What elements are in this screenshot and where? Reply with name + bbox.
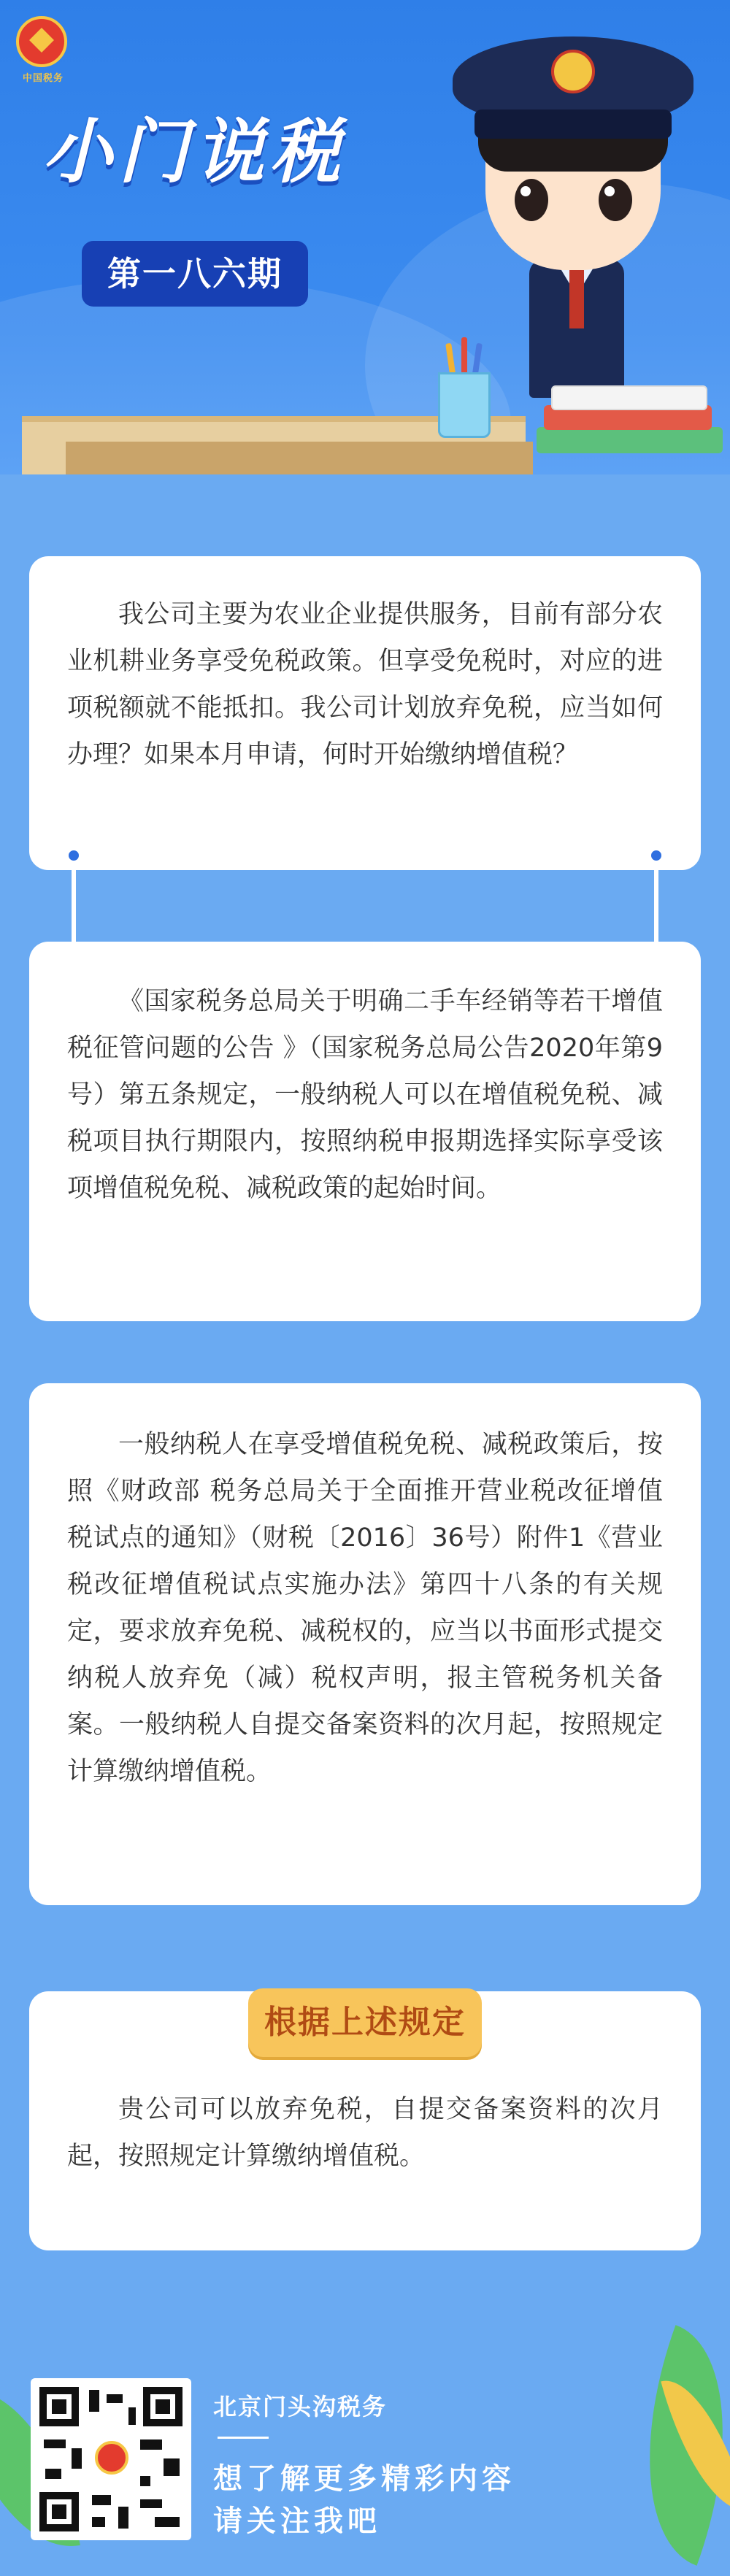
conclusion-tag: 根据上述规定 <box>248 1988 482 2057</box>
page-title: 小门说税 <box>42 111 346 193</box>
question-card <box>29 556 701 870</box>
account-name: 北京门头沟税务 <box>213 2393 388 2421</box>
qr-center-logo-icon <box>95 2441 128 2475</box>
issue-badge: 第一八六期 <box>82 241 308 307</box>
officer-cap-band <box>474 109 672 139</box>
footer-divider <box>218 2437 269 2439</box>
officer-eye <box>515 179 548 221</box>
footer-line-1: 想了解更多精彩内容 <box>213 2462 515 2496</box>
header-banner <box>0 0 730 474</box>
tax-emblem-icon <box>16 16 67 67</box>
conclusion-text: 贵公司可以放弃免税，自提交备案资料的次月起，按照规定计算缴纳增值税。 <box>67 2095 663 2171</box>
emblem-caption: 中国税务 <box>22 73 64 84</box>
desk-front <box>66 442 533 474</box>
answer2-text: 一般纳税人在享受增值税免税、减税政策后，按照《财政部 税务总局关于全面推开营业税改征增值税试点的通知》（财税〔2016〕36号）附件1《营业税改征增值税试点实施办法》第四十八条的有关规定，要求放弃免税、减税权的，应当以书面形式提交纳税人放弃免（减）税权声明，报主管税务机关备案。一般纳税人自提交备案资料的次月起，按照规定计算缴纳增值税。 <box>67 1430 663 1786</box>
answer-card-2 <box>29 1383 701 1905</box>
pen-cup-icon <box>438 372 491 438</box>
officer-eye <box>599 179 632 221</box>
book-icon <box>537 427 723 453</box>
qr-code[interactable] <box>31 2378 191 2540</box>
officer-tie <box>569 270 584 328</box>
cap-badge-icon <box>551 50 595 93</box>
question-text: 我公司主要为农业企业提供服务，目前有部分农业机耕业务享受免税政策。但享受免税时，对应的进项税额就不能抵扣。我公司计划放弃免税，应当如何办理？如果本月申请，何时开始缴纳增值税？ <box>67 600 663 769</box>
answer1-text: 《国家税务总局关于明确二手车经销等若干增值税征管问题的公告 》（国家税务总局公告2020年第9号）第五条规定，一般纳税人可以在增值税免税、减税项目执行期限内，按照纳税申报期选择实际享受该项增值税免税、减税政策的起始时间。 <box>67 987 663 1203</box>
connector-dot <box>649 848 664 863</box>
footer-line-2: 请关注我吧 <box>213 2504 381 2538</box>
answer-card-1 <box>29 942 701 1321</box>
book-icon <box>551 385 707 410</box>
connector-line <box>654 856 658 952</box>
connector-line <box>72 856 76 952</box>
connector-dot <box>66 848 81 863</box>
